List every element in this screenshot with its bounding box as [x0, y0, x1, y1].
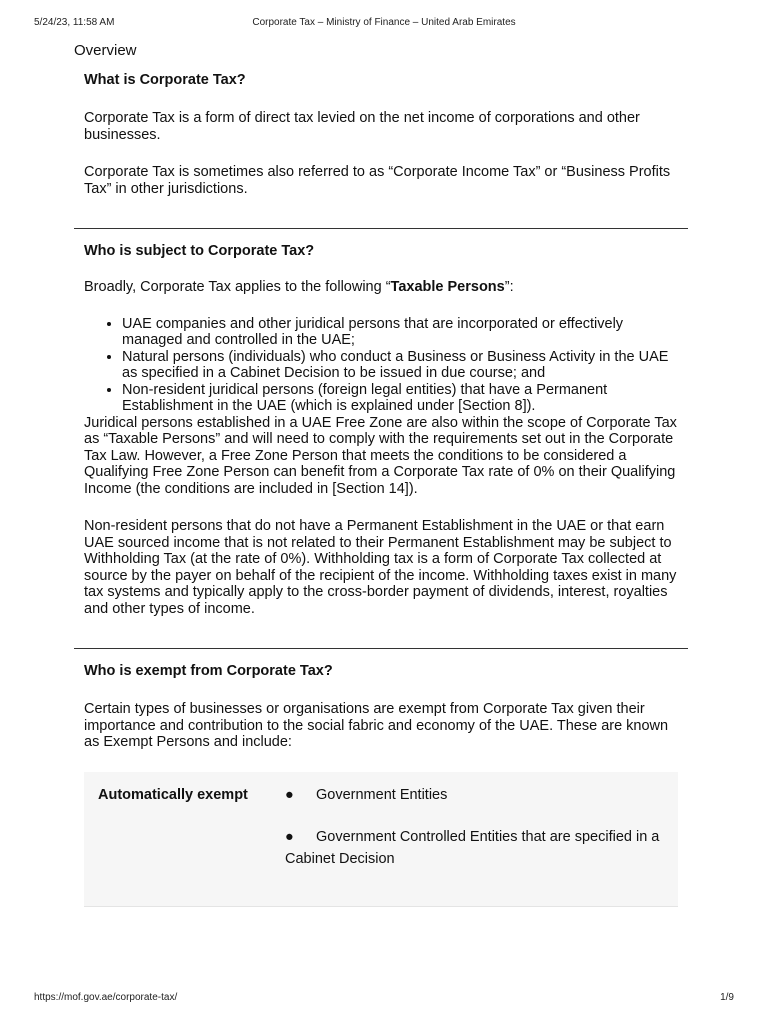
main-content: [74, 68, 688, 907]
list-item: • Non-resident juridical persons (foreign legal entities) that have a Permanent Establishment in the UAE (which is explained under [Section 8]).: [122, 382, 678, 415]
exempt-item-text: Government Entities: [316, 786, 448, 803]
print-datetime: 5/24/23, 11:58 AM: [34, 17, 115, 28]
exempt-items: [285, 784, 665, 890]
section-heading: Who is subject to Corporate Tax?: [84, 243, 315, 259]
exempt-item-text: Government Controlled Entities that are specified in a Cabinet Decision: [285, 828, 660, 867]
intro-text-end: ”:: [504, 279, 514, 295]
paragraph: [84, 279, 678, 296]
paragraph: Corporate Tax is sometimes also referred to as “Corporate Income Tax” or “Business Profits Tax” in other jurisdictions.: [84, 164, 671, 197]
section-who-is-exempt: [74, 649, 688, 751]
exempt-item: [285, 826, 665, 870]
paragraph: Juridical persons established in a UAE Free Zone are also within the scope of Corporate Tax as “Taxable Persons” and will need to comply with the requirements set out in the Corporate Tax Law. However, a Free Zone Person that meets the conditions to be considered a Qualifying Free Zone Person can benefit from a Corporate Tax rate of 0% on their Qualifying Income (the conditions are included in [Section 14]).: [84, 414, 677, 497]
section-heading: Who is exempt from Corporate Tax?: [84, 663, 333, 679]
section-heading: What is Corporate Tax?: [84, 72, 246, 88]
paragraph: Non-resident persons that do not have a Permanent Establishment in the UAE or that earn UAE sourced income that is not related to their Permanent Establishment may be subject to Withholding Tax (at the rate of 0%). Withholding tax is a form of Corporate Tax collected at source by the payer on behalf of the recipient of the income. Withholding taxes exist in many tax systems and typically apply to the cross-border payment of dividends, interest, royalties and other types of income.: [84, 518, 677, 617]
section-who-is-subject: [74, 229, 688, 617]
paragraph: Corporate Tax is a form of direct tax levied on the net income of corporations and other businesses.: [84, 110, 640, 143]
bullet-icon: ●: [285, 786, 294, 803]
intro-text: Broadly, Corporate Tax applies to the following “: [84, 279, 391, 295]
taxable-persons-list: [84, 316, 678, 415]
paragraph: Certain types of businesses or organisations are exempt from Corporate Tax given their importance and contribution to the social fabric and economy of the UAE. These are known as Exempt Persons and include:: [84, 701, 669, 750]
bullet-icon: ●: [285, 828, 294, 845]
exempt-item: [285, 784, 665, 806]
print-footer: [34, 992, 734, 1006]
page-url: https://mof.gov.ae/corporate-tax/: [34, 992, 178, 1003]
exempt-category-label: Automatically exempt: [98, 786, 248, 803]
overview-label: Overview: [74, 42, 137, 59]
list-item: • Natural persons (individuals) who conduct a Business or Business Activity in the UAE as specified in a Cabinet Decision to be issued in due course; and: [122, 349, 678, 382]
page-number: 1/9: [720, 992, 734, 1003]
section-what-is-corporate-tax: [74, 68, 688, 197]
list-item: • UAE companies and other juridical persons that are incorporated or effectively managed and controlled in the UAE;: [122, 316, 678, 349]
taxable-persons-term: Taxable Persons: [390, 279, 505, 295]
print-page-title: Corporate Tax – Ministry of Finance – United Arab Emirates: [252, 17, 516, 28]
exempt-persons-table: [84, 772, 678, 907]
